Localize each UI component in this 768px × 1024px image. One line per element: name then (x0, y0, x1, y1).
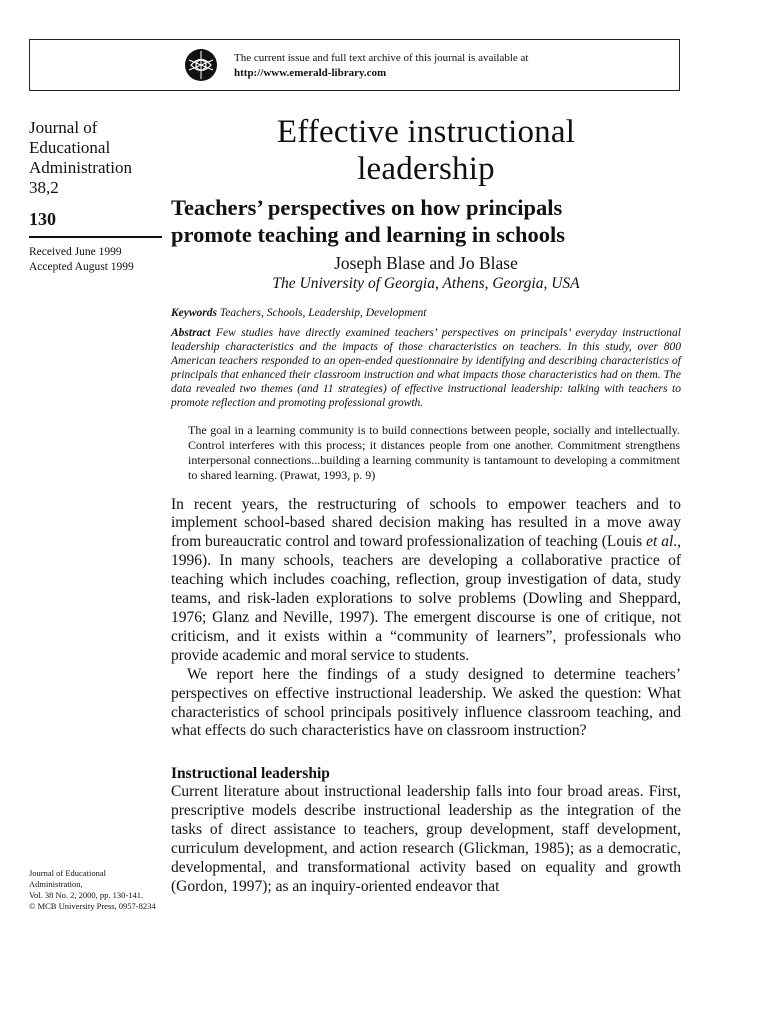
article-dates (29, 245, 162, 275)
journal-banner (29, 39, 680, 91)
paragraph-text: In recent years, the restructuring of schools to empower teachers and to implement school-based shared decision making has resulted in a move away from bureaucratic control and toward professionalization of teaching (Louis (171, 495, 681, 551)
banner-url[interactable]: http://www.emerald-library.com (234, 67, 387, 79)
journal-name-line: Journal of (29, 118, 98, 137)
abstract-label: Abstract (171, 327, 211, 339)
citation-line: Journal of Educational (29, 868, 106, 878)
citation-line: Vol. 38 No. 2, 2000, pp. 130-141. (29, 890, 144, 900)
journal-volume: 38,2 (29, 178, 59, 197)
received-date: Received June 1999 (29, 246, 122, 258)
article-authors: Joseph Blase and Jo Blase (334, 253, 518, 273)
journal-sidebar (29, 118, 162, 275)
banner-availability-line: The current issue and full text archive of this journal is available at (234, 52, 529, 64)
body-paragraph: We report here the findings of a study designed to determine teachers’ perspectives on effective instructional leadership. We asked the question: What characteristics of school principals positively influence classroom teaching, and what effects do such characteristics have on classroom instruction? (171, 665, 681, 740)
keywords-label: Keywords (171, 307, 217, 319)
section-paragraph: Current literature about instructional leadership falls into four broad areas. First, prescriptive models describe instructional leadership as the integration of the tasks of direct assistance to teachers, group development, staff development, curriculum development, and action research (Glickman, 1985); as a democratic, developmental, and transformational activity based on equality and growth (Gordon, 1997); as an inquiry-oriented endeavor that (171, 783, 681, 895)
article-subtitle (171, 194, 681, 248)
journal-name-line: Administration (29, 158, 132, 177)
paragraph-text: ., 1996). In many schools, teachers are developing a collaborative practice of teaching which includes coaching, reflection, group investigation of data, study teams, and risk-laden explorations to solve problems (Dowling and Sheppard, 1976; Glanz and Neville, 1997). The emergent discourse is one of critique, not criticism, and it exists within a “community of learners”, professionals who provide academic and moral service to students. (171, 533, 682, 664)
title-line: Effective instructional (276, 114, 576, 150)
citation-line: Administration, (29, 879, 83, 889)
keywords-list: Teachers, Schools, Leadership, Development (219, 307, 427, 319)
section-heading: Instructional leadership (171, 765, 330, 783)
article-body (171, 496, 681, 742)
citation-block (29, 868, 165, 912)
abstract (171, 326, 681, 411)
subtitle-line: Teachers’ perspectives on how principals (171, 195, 563, 220)
emerald-globe-logo-icon (184, 48, 218, 82)
body-paragraph (171, 496, 681, 666)
et-al-text: et al (646, 533, 674, 551)
epigraph-quote: The goal in a learning community is to build connections between people, socially and intellectually. Control interferes with this process; it distances people from one another. Commitment strengthens interpersonal connections...building a learning community is tantamount to developing a commitment to shared learning. (Prawat, 1993, p. 9) (188, 422, 680, 482)
abstract-text: Few studies have directly examined teachers’ perspectives on principals’ everyday instructional leadership characteristics and the impacts of those characteristics on teachers. In this study, over 800 American teachers responded to an open-ended questionnaire by identifying and describing characteristics of principals that enhanced their classroom instruction and what impacts those characteristics had on them. The data revealed two themes (and 11 strategies) of effective instructional leadership: talking with teachers to promote reflection and promoting professional growth. (171, 327, 681, 410)
article-title (171, 114, 681, 188)
citation-line: © MCB University Press, 0957-8234 (29, 901, 156, 911)
banner-text (234, 51, 528, 81)
author-affiliation: The University of Georgia, Athens, Georgia, USA (272, 275, 580, 292)
keywords (171, 306, 681, 321)
page-number: 130 (29, 209, 162, 238)
title-line: leadership (357, 151, 495, 187)
journal-name (29, 118, 162, 198)
accepted-date: Accepted August 1999 (29, 261, 134, 273)
journal-name-line: Educational (29, 138, 111, 157)
subtitle-line: promote teaching and learning in schools (171, 222, 565, 247)
article-main (171, 114, 681, 897)
